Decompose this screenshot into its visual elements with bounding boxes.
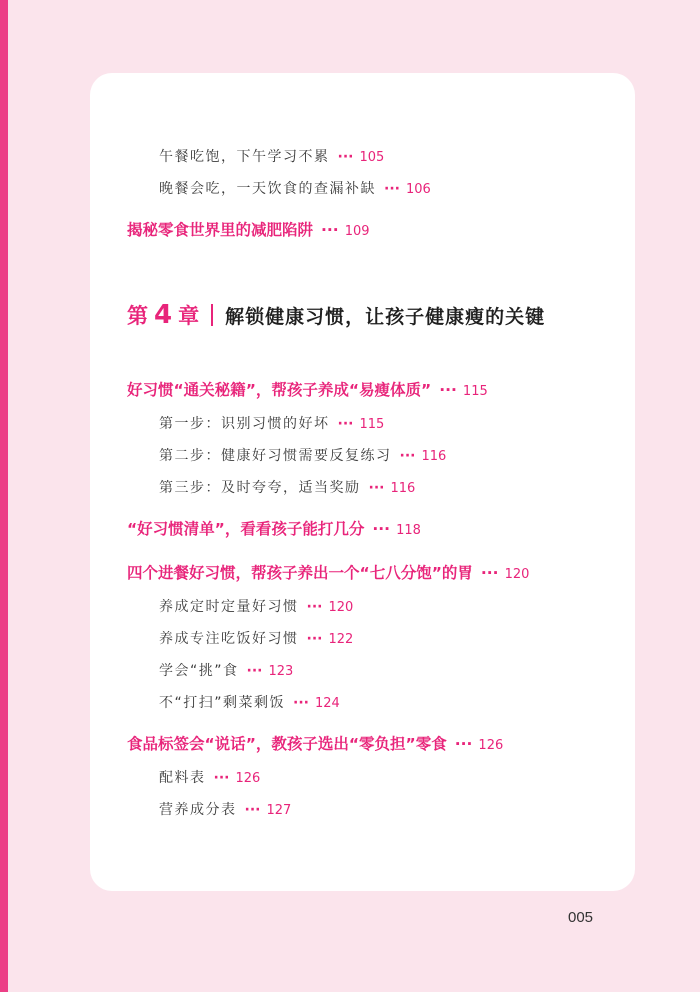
leader-dots: ··· [246,663,263,679]
chapter-prefix: 第 [127,304,148,328]
toc-section-snack-traps[interactable] [127,218,370,240]
section-title: 食品标签会“说话”，教孩子选出“零负担”零食 [127,735,447,753]
toc-section-habit-secrets[interactable] [127,378,488,400]
page-number: 124 [314,696,340,711]
leader-dots: ··· [384,181,400,197]
toc-entry-step-three[interactable] [159,477,415,497]
page-number: 126 [235,771,261,786]
leader-dots: ··· [454,735,473,753]
leader-dots: ··· [306,599,323,615]
page-number: 115 [359,417,385,432]
leader-dots: ··· [306,631,323,647]
page-number: 123 [268,664,294,679]
page-number: 122 [328,632,354,647]
entry-title: 不“打扫”剩菜剩饭 [159,695,286,711]
section-title: 揭秘零食世界里的减肥陷阱 [127,221,314,239]
page-number: 116 [421,449,447,464]
leader-dots: ··· [337,416,354,432]
leader-dots: ··· [244,802,261,818]
page-spine-stripe [0,0,8,992]
toc-entry-dinner[interactable] [159,178,431,198]
toc-entry-nutrition-facts[interactable] [159,799,291,819]
chapter-heading[interactable] [127,300,545,330]
toc-section-habit-checklist[interactable] [127,517,421,539]
page-number: 115 [462,384,488,399]
toc-entry-leftovers[interactable] [159,692,340,712]
chapter-number: 4 [154,300,173,330]
entry-title: 第一步：识别习惯的好坏 [159,416,330,432]
toc-entry-regular-meals[interactable] [159,596,353,616]
leader-dots: ··· [337,149,354,165]
page-number: 127 [266,803,292,818]
entry-title: 第二步：健康好习惯需要反复练习 [159,448,392,464]
entry-title: 晚餐会吃，一天饮食的查漏补缺 [159,181,376,197]
leader-dots: ··· [439,381,457,399]
page-number: 105 [359,150,385,165]
entry-title: 学会“挑”食 [159,663,239,679]
chapter-suffix: 章 [178,304,200,328]
entry-title: 养成专注吃饭好习惯 [159,631,299,647]
toc-entry-picky-eating[interactable] [159,660,293,680]
entry-title: 配料表 [159,770,206,786]
toc-section-food-labels[interactable] [127,732,503,754]
page-number: 118 [396,523,421,538]
entry-title: 第三步：及时夸夸，适当奖励 [159,480,361,496]
page-number: 106 [405,182,431,197]
toc-entry-step-two[interactable] [159,445,446,465]
leader-dots: ··· [293,695,309,711]
entry-title: 营养成分表 [159,802,237,818]
leader-dots: ··· [372,520,391,538]
toc-entry-lunch[interactable] [159,146,384,166]
page-number: 109 [344,224,370,239]
page-number: 116 [390,481,416,496]
leader-dots: ··· [321,221,339,239]
toc-entry-step-one[interactable] [159,413,384,433]
page-number: 120 [328,600,354,615]
section-title: 四个进餐好习惯，帮孩子养出一个“七八分饱”的胃 [127,564,473,582]
chapter-divider [211,304,213,326]
section-title: 好习惯“通关秘籍”，帮孩子养成“易瘦体质” [127,381,432,399]
leader-dots: ··· [480,564,499,582]
chapter-title: 解锁健康习惯，让孩子健康瘦的关键 [225,305,546,328]
toc-entry-focused-eating[interactable] [159,628,353,648]
toc-entry-ingredients[interactable] [159,767,260,787]
entry-title: 养成定时定量好习惯 [159,599,299,615]
page-number: 120 [504,567,530,582]
leader-dots: ··· [368,480,385,496]
leader-dots: ··· [399,448,416,464]
toc-section-eating-habits[interactable] [127,561,529,583]
section-title: “好习惯清单”，看看孩子能打几分 [127,520,365,538]
leader-dots: ··· [213,770,230,786]
page-folio: 005 [568,909,594,926]
page-number: 126 [478,738,504,753]
entry-title: 午餐吃饱，下午学习不累 [159,149,330,165]
